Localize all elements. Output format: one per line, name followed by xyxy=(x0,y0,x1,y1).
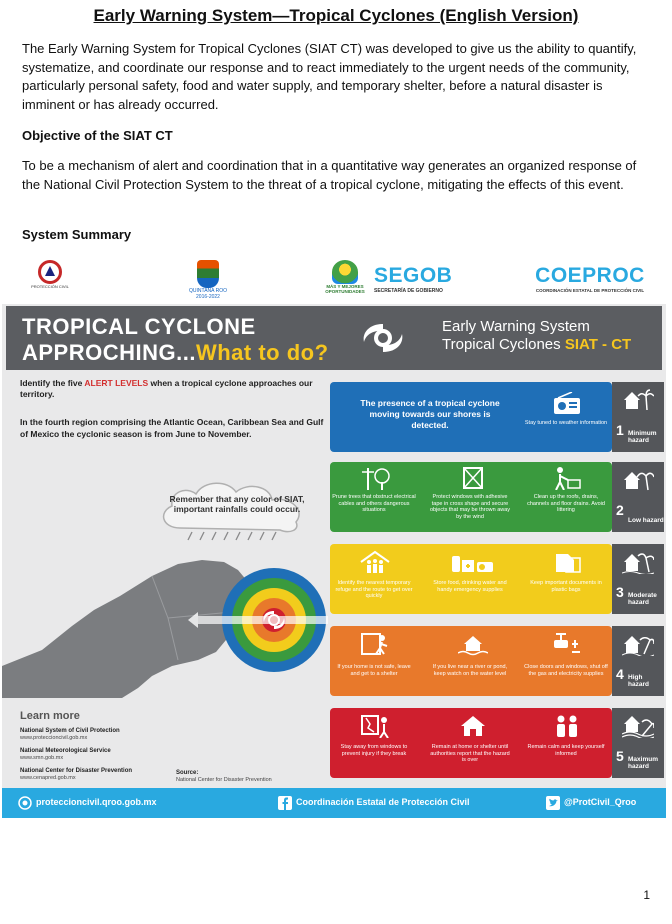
source-value: National Center for Disaster Prevention xyxy=(176,777,272,783)
source-label: Source: xyxy=(176,770,199,776)
alert-level-5-panel xyxy=(330,708,612,778)
globe-icon xyxy=(18,796,32,810)
source-note xyxy=(176,770,326,784)
level-2-label: Low hazard xyxy=(628,517,664,524)
identify-suffix: when a tropical cyclone approaches our territory. xyxy=(20,378,313,399)
learn-more-url[interactable]: www.proteccioncivil.gob.mx xyxy=(20,735,88,741)
level-5-number: 5 xyxy=(616,748,624,764)
house-palm-hurricane-icon xyxy=(622,714,654,738)
banner-title-line2 xyxy=(22,340,329,366)
season-text: In the fourth region comprising the Atlantic Ocean, Caribbean Sea and Gulf of Mexico the cyclonic season is from June to November. xyxy=(20,417,324,439)
banner-system-tropical: Tropical Cyclones xyxy=(442,336,561,353)
level-4-action: If you live near a river or pond, keep watch on the water level xyxy=(432,664,508,677)
banner-system-siat: SIAT - CT xyxy=(564,336,632,353)
learn-more-item xyxy=(20,768,190,782)
level-1-action: Stay tuned to weather information xyxy=(524,420,608,426)
level-1-label: Minimum hazard xyxy=(628,430,657,444)
alert-level-2-tab xyxy=(612,462,664,532)
documents-icon xyxy=(552,550,582,574)
level-3-action: Identify the nearest temporary refuge and the route to get over quickly xyxy=(335,580,413,599)
quintana-roo-years: 2016-2022 xyxy=(196,294,220,300)
quintana-roo-shield-icon xyxy=(197,260,219,288)
stay-home-icon xyxy=(458,714,488,738)
summary-heading: System Summary xyxy=(22,227,132,242)
level-4-action: Close doors and windows, shut off the gas and electricity supplies xyxy=(524,664,608,677)
level-3-label: Moderate hazard xyxy=(628,592,657,606)
banner-title-line1: TROPICAL CYCLONE xyxy=(22,314,256,339)
intro-paragraph: The Early Warning System for Tropical Cyclones (SIAT CT) was developed to give us the ability to quantify, systematize, and coordinate our response and to react immediately to the urgent needs of the community, particularly personal safety, food and water supply, and temporary shelter, before a natural disaster is imminent or has already occurred. xyxy=(22,41,637,112)
footer-twitter-link[interactable]: @ProtCivil_Qroo xyxy=(564,797,637,807)
cyclone-icon xyxy=(354,316,412,360)
page-number: 1 xyxy=(643,888,650,902)
learn-more-item xyxy=(20,748,190,762)
alert-levels-text: ALERT LEVELS xyxy=(84,378,149,388)
cloud-rainfall-note: Remember that any color of SIAT, important rainfalls could occur. xyxy=(169,494,305,514)
level-4-label: High hazard xyxy=(628,674,649,688)
alert-level-2-panel xyxy=(330,462,612,532)
objective-paragraph: To be a mechanism of alert and coordination that in a quantitative way generates an organized response of the National Civil Protection System to the threat of a tropical cyclone, mitigating the effects of this event. xyxy=(22,158,637,192)
segob-name: SEGOB xyxy=(374,264,453,287)
twitter-icon xyxy=(546,796,560,810)
learn-more-title: Learn more xyxy=(20,710,80,722)
level-2-action: Protect windows with adhesive tape in cross shape and secure objects that may be thrown away by the wind xyxy=(429,494,511,520)
learn-more-name: National Meteorological Service xyxy=(20,748,111,754)
level-5-action: Stay away from windows to prevent injury if they break xyxy=(340,744,408,757)
family-icon xyxy=(552,714,582,738)
alert-level-1-tab xyxy=(612,382,664,452)
level-1-number: 1 xyxy=(616,422,624,438)
level-5-action: Remain calm and keep yourself informed xyxy=(527,744,605,757)
learn-more-item xyxy=(20,728,190,742)
level-5-action: Remain at home or shelter until authorities report that the hazard is over xyxy=(430,744,510,763)
radio-icon xyxy=(552,392,582,416)
footer-facebook-link[interactable]: Coordinación Estatal de Protección Civil xyxy=(296,797,470,807)
alert-level-1-panel xyxy=(330,382,612,452)
house-palm-icon xyxy=(622,468,654,492)
document-title: Early Warning System—Tropical Cyclones (English Version) xyxy=(93,6,579,25)
coeproc-logo xyxy=(526,264,654,293)
logo-bar xyxy=(2,258,666,304)
segob-sub: SECRETARÍA DE GOBIERNO xyxy=(374,288,443,294)
footer-website-link[interactable]: proteccioncivil.qroo.gob.mx xyxy=(36,797,157,807)
alert-level-3-tab xyxy=(612,544,664,614)
mejores-oportunidades-logo xyxy=(320,260,370,302)
infographic-footer xyxy=(2,788,666,818)
level-2-action: Clean up the roofs, drains, channels and floor drains. Avoid littering xyxy=(527,494,605,513)
siat-ct-infographic xyxy=(2,258,666,818)
civil-protection-icon xyxy=(38,260,62,284)
house-palm-icon xyxy=(622,388,654,412)
quintana-roo-logo xyxy=(182,260,234,302)
house-palm-storm-icon xyxy=(622,632,654,656)
yucatan-map xyxy=(2,548,332,698)
gas-shutoff-icon xyxy=(552,632,582,656)
banner-title-approching: APPROCHING... xyxy=(22,340,196,365)
level-4-number: 4 xyxy=(616,666,624,682)
mejores-text: MÁS Y MEJORES OPORTUNIDADES xyxy=(325,284,365,294)
objective-heading: Objective of the SIAT CT xyxy=(22,128,173,143)
banner-system-line1: Early Warning System xyxy=(442,318,590,335)
broken-window-icon xyxy=(360,714,390,738)
flood-house-icon xyxy=(458,632,488,656)
banner-system-line2 xyxy=(442,336,631,353)
roof-cleaning-icon xyxy=(552,466,582,490)
taped-window-icon xyxy=(458,466,488,490)
alert-level-5-tab xyxy=(612,708,664,778)
level-3-action: Store food, drinking water and handy emergency supplies xyxy=(433,580,507,593)
learn-more-name: National Center for Disaster Prevention xyxy=(20,768,133,774)
level-4-action: If your home is not safe, leave and get to a shelter xyxy=(337,664,411,677)
alert-level-4-tab xyxy=(612,626,664,696)
identify-prefix: Identify the five xyxy=(20,378,83,388)
segob-logo xyxy=(374,264,494,294)
learn-more-url[interactable]: www.smn.gob.mx xyxy=(20,755,64,761)
pruning-tree-icon xyxy=(360,466,390,490)
shelter-icon xyxy=(360,550,390,574)
proteccion-civil-logo xyxy=(30,260,70,302)
banner-title-what-to-do: What to do? xyxy=(195,340,329,365)
alert-level-3-panel xyxy=(330,544,612,614)
identify-levels-text xyxy=(20,378,320,400)
level-3-number: 3 xyxy=(616,584,624,600)
coeproc-sub: COORDINACIÓN ESTATAL DE PROTECCIÓN CIVIL xyxy=(535,288,645,293)
level-5-label: Maximum hazard xyxy=(628,756,658,770)
leave-home-icon xyxy=(360,632,390,656)
house-palm-wind-icon xyxy=(622,550,654,574)
coeproc-name: COEPROC xyxy=(535,264,645,287)
emergency-supplies-icon xyxy=(450,550,496,574)
sun-tree-icon xyxy=(332,260,358,284)
level-3-action: Keep important documents in plastic bags xyxy=(530,580,602,593)
proteccion-civil-text: PROTECCIÓN CIVIL xyxy=(31,284,69,289)
quintana-roo-text: QUINTANA ROO xyxy=(189,288,227,294)
level-1-main-text: The presence of a tropical cyclone moving towards our shores is detected. xyxy=(360,398,500,430)
alert-level-4-panel xyxy=(330,626,612,696)
banner xyxy=(6,306,662,370)
learn-more-name: National System of Civil Protection xyxy=(20,728,120,734)
level-2-action: Prune trees that obstruct electrical cables and others dangerous situations xyxy=(332,494,416,513)
facebook-icon xyxy=(278,796,292,810)
level-2-number: 2 xyxy=(616,502,624,518)
learn-more-url[interactable]: www.cenapred.gob.mx xyxy=(20,775,76,781)
